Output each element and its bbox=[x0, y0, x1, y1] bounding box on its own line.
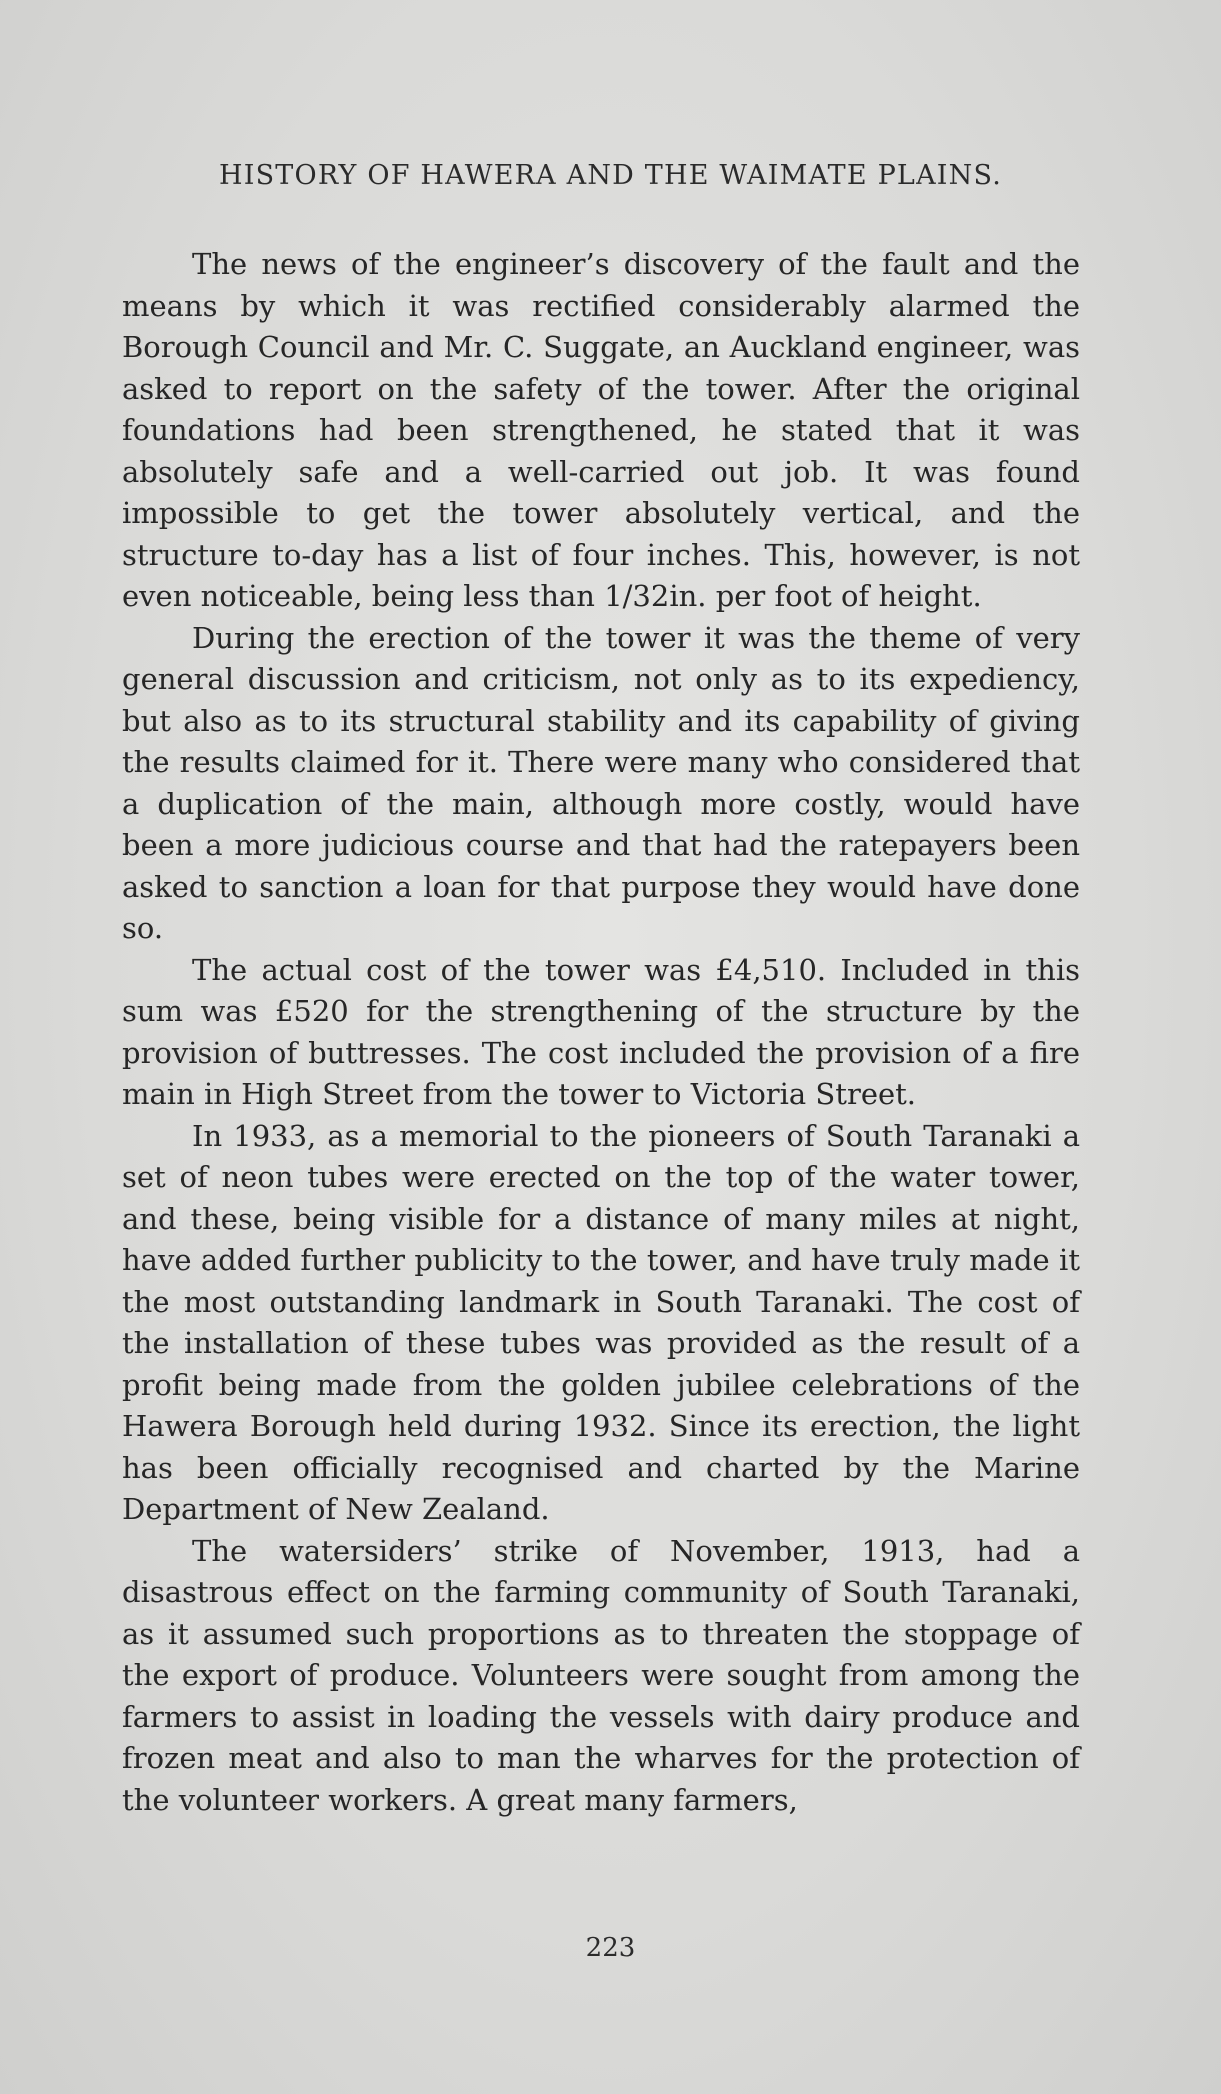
paragraph-watersiders-strike: The watersiders’ strike of November, 1913, had a disastrous effect on the farming community of South Taranaki, as it assumed such proportions as to threaten the stoppage of the export of produce. Volunteers were sought from among the farmers to assist in loading the vessels with dairy produce and frozen meat and also to man the wharves for the protection of the volunteer workers. A great many farmers, bbox=[122, 1533, 1080, 1817]
running-header: HISTORY OF HAWERA AND THE WAIMATE PLAINS. bbox=[219, 160, 1002, 191]
paragraph-discussion-criticism: During the erection of the tower it was the theme of very general discussion and criticism, not only as to its expediency, but also as to its structural stability and its capability of giving the results claimed for it. There were many who considered that a duplication of the main, although more costly, would have been a more judicious course and that had the ratepayers been asked to sanction a loan for that purpose they would have done so. bbox=[122, 620, 1080, 945]
body-text bbox=[122, 244, 1080, 1821]
paragraph-neon-memorial: In 1933, as a memorial to the pioneers of South Taranaki a set of neon tubes were erected on the top of the water tower, and these, being visible for a distance of many miles at night, have added further publicity to the tower, and have truly made it the most outstanding landmark in South Taranaki. The cost of the installation of these tubes was provided as the result of a profit being made from the golden jubilee celebrations of the Hawera Borough held during 1932. Since its erection, the light has been officially recognised and charted by the Marine Department of New Zealand. bbox=[122, 1118, 1080, 1526]
paragraph-tower-fault: The news of the engineer’s discovery of the fault and the means by which it was rectified considerably alarmed the Borough Council and Mr. C. Suggate, an Auckland engineer, was asked to report on the safety of the tower. After the original foundations had been strengthened, he stated that it was absolutely safe and a well-carried out job. It was found impossible to get the tower absolutely vertical, and the structure to-day has a list of four inches. This, however, is not even noticeable, being less than 1/32in. per foot of height. bbox=[122, 247, 1080, 613]
paragraph-tower-cost: The actual cost of the tower was £4,510. Included in this sum was £520 for the strengthening of the structure by the provision of buttresses. The cost included the provision of a fire main in High Street from the tower to Victoria Street. bbox=[122, 952, 1080, 1111]
page-number: 223 bbox=[585, 1933, 636, 1963]
